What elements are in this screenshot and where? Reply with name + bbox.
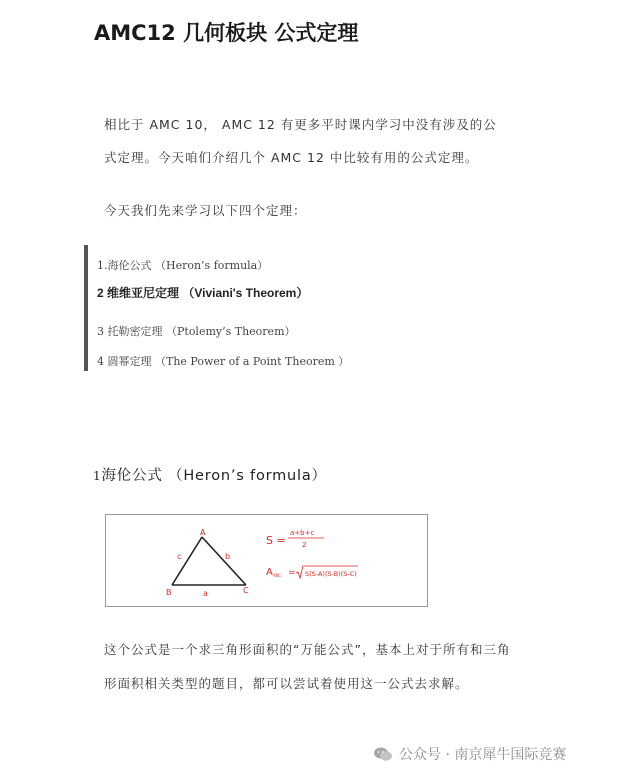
- description-line-1: 这个公式是一个求三角形面积的“万能公式”，基本上对于所有和三角: [104, 642, 511, 657]
- watermark: [373, 744, 566, 764]
- s-numerator: a+b+c: [290, 529, 315, 537]
- s-equals: S =: [266, 534, 286, 547]
- area-label: A: [266, 567, 273, 578]
- area-equals: =: [288, 568, 296, 578]
- wechat-icon: [373, 746, 393, 762]
- section-heading: [93, 464, 327, 485]
- heron-diagram: [106, 515, 427, 606]
- watermark-text: 公众号 · 南京犀牛国际竞赛: [399, 747, 567, 763]
- theorem-item-2: 2 维维亚尼定理 （Viviani's Theorem）: [97, 286, 309, 300]
- area-radicand: S(S-A)(S-B)(S-C): [305, 570, 357, 578]
- vertex-label-c: C: [243, 586, 249, 595]
- description-line-2: 形面积相关类型的题目，都可以尝试着使用这一公式去求解。: [104, 676, 469, 691]
- theorem-item-3: 3 托勒密定理 （Ptolemy’s Theorem）: [97, 325, 296, 338]
- triangle-side-b: [202, 537, 246, 585]
- intro-line-1: 相比于 AMC 10， AMC 12 有更多平时课内学习中没有涉及的公: [104, 117, 497, 132]
- area-subscript: ABC: [273, 573, 282, 578]
- vertex-label-b: B: [166, 588, 172, 597]
- page-title: AMC12 几何板块 公式定理: [94, 21, 359, 45]
- section-number: 1: [93, 469, 102, 483]
- intro-line-2: 式定理。今天咱们介绍几个 AMC 12 中比较有用的公式定理。: [104, 150, 479, 165]
- side-label-b: b: [225, 552, 231, 561]
- blockquote-bar: [84, 245, 88, 371]
- side-label-a: a: [203, 589, 208, 598]
- theorem-item-1: 1.海伦公式 （Heron’s formula）: [97, 259, 269, 272]
- vertex-label-a: A: [200, 528, 206, 537]
- section-title: 海伦公式 （Heron’s formula）: [101, 468, 327, 484]
- heron-formula-figure: [105, 514, 428, 607]
- side-label-c: c: [177, 552, 182, 561]
- s-denominator: 2: [302, 541, 307, 549]
- triangle-side-c: [172, 537, 202, 585]
- theorem-item-4: 4 圆幂定理 （The Power of a Point Theorem ）: [97, 355, 350, 368]
- intro-line-3: 今天我们先来学习以下四个定理：: [104, 203, 307, 218]
